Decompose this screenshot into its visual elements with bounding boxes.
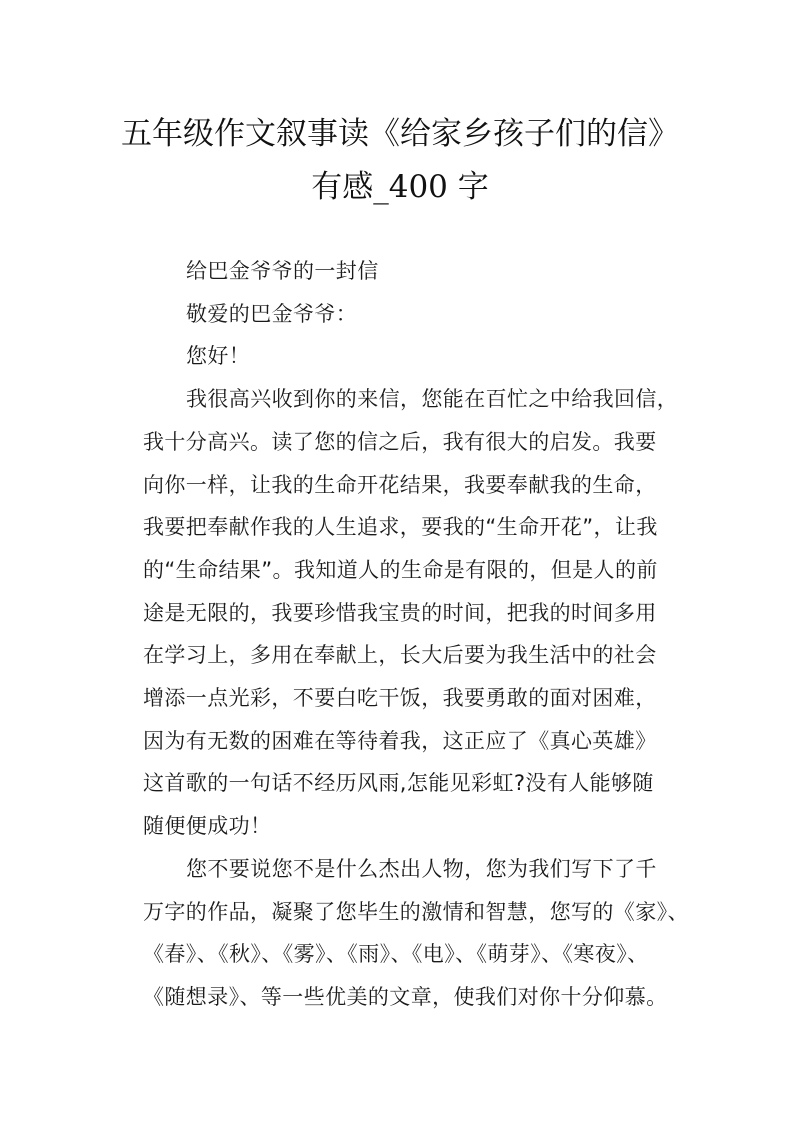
paragraph-1-line: 我十分高兴。读了您的信之后，我有很大的启发。我要 — [143, 429, 657, 454]
title-line-1: 五年级作文叙事读《给家乡孩子们的信》 — [121, 116, 679, 152]
paragraph-2-line: 《随想录》、等一些优美的文章，使我们对你十分仰慕。 — [143, 984, 668, 1009]
paragraph-1-line: 的“生命结果”。我知道人的生命是有限的，但是人的前 — [143, 557, 658, 582]
paragraph-1-line: 在学习上，多用在奉献上，长大后要为我生活中的社会 — [143, 643, 657, 668]
paragraph-1-line: 我很高兴收到你的来信，您能在百忙之中给我回信， — [186, 387, 679, 412]
document-title — [100, 108, 700, 214]
paragraph-2-line: 您不要说您不是什么杰出人物，您为我们写下了千 — [186, 856, 657, 881]
letter-body — [143, 250, 689, 1019]
paragraph-1-line: 向你一样，让我的生命开花结果，我要奉献我的生命， — [143, 472, 657, 497]
paragraph-1-line: 因为有无数的困难在等待着我，这正应了《真心英雄》 — [143, 728, 657, 753]
greeting: 您好！ — [186, 344, 251, 369]
letter-heading: 给巴金爷爷的一封信 — [186, 259, 379, 283]
paragraph-1-line: 增添一点光彩，不要白吃干饭，我要勇敢的面对困难， — [143, 686, 657, 711]
paragraph-1-line: 途是无限的，我要珍惜我宝贵的时间，把我的时间多用 — [143, 600, 657, 625]
paragraph-2-line: 《春》、《秋》、《雾》、《雨》、《电》、《萌芽》、《寒夜》、 — [143, 942, 649, 967]
paragraph-1-line: 这首歌的一句话不经历风雨,怎能见彩虹?没有人能够随 — [143, 771, 654, 796]
salutation: 敬爱的巴金爷爷： — [186, 301, 358, 326]
paragraph-1-line: 我要把奉献作我的人生追求，要我的“生命开花”，让我 — [143, 515, 658, 540]
title-line-2: 有感_400 字 — [311, 169, 489, 205]
paragraph-2-line: 万字的作品，凝聚了您毕生的激情和智慧，您写的《家》、 — [143, 899, 689, 924]
paragraph-1-line: 随便便成功！ — [143, 814, 272, 839]
